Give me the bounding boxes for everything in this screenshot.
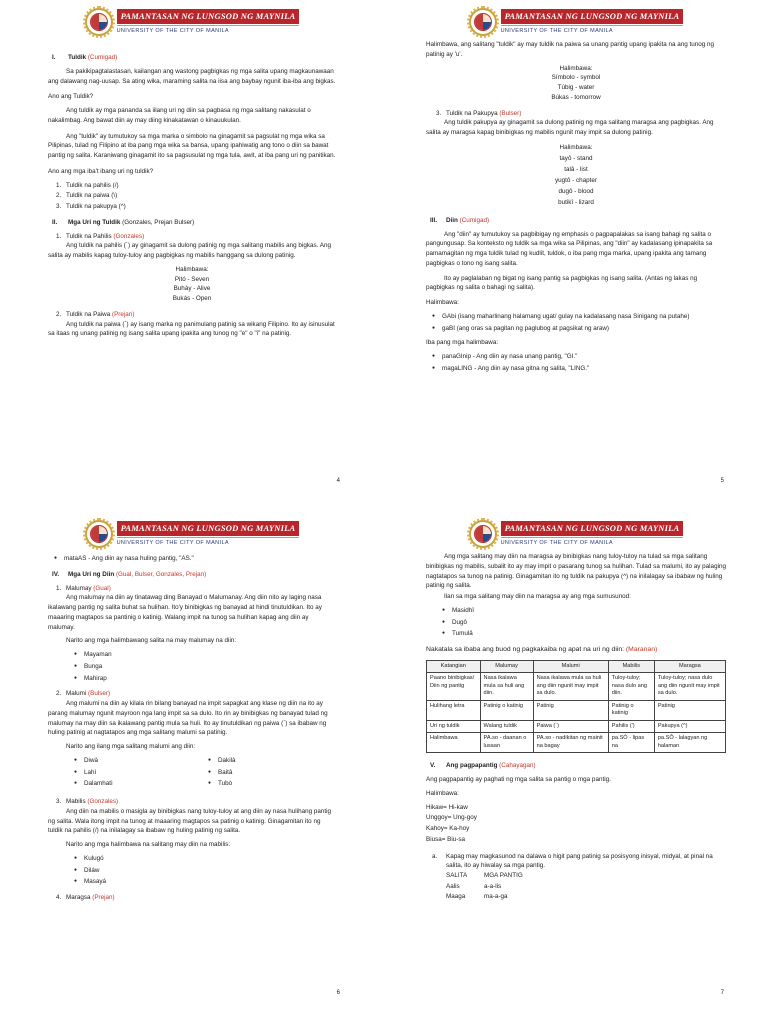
paragraph: Ang tuldik na paiwa (`) ay isang marka ng panimulang patinig sa wikang Filipino. Ito ay isinusulat sa itaas ng unang patinig ng isang salita upang ipakita ang tunog ng "e" o "i" na patinig. <box>48 320 335 338</box>
list-item: 1. Tuldik na pahilis (/) <box>56 181 119 189</box>
list-item: ● Baitâ <box>202 768 336 778</box>
paragraph: Halimbawa, ang salitang "tuldik" ay may tuldik na paiwa sa unang pantig upang ipakita na ang tunog ng patinig ay 'u'. <box>426 41 715 58</box>
paragraph: Ang "diin" ay tumutukoy sa pagbibigay ng emphasis o pagpapalakas sa isang bahagi ng salita o pangungusap. Sa konteksto ng tuldik sa mga wika sa Pilipinas, ang "diin" ay kadalasang ipinapakita sa pamamagitan ng mga tuldik tulad ng kudlit, tuldok, o iba pang mga marka, upang ipakita ang tamang pagbigkas o tono ng isang salita. <box>426 230 713 267</box>
subsection-title: 3. Tuldik na Pakupya (Bulser) <box>436 109 522 117</box>
paragraph: Ang malumay na diin ay tinatawag ding Banayad o Malumanay. Ang diin nito ay laging nasa ikalawang pantig ng salita buhat sa hulihan. Ito'y binibigkas ng banayad at hindi tinutuldikan. Ito ay maaaring magtapos sa pantinig o katinig. Walang impit na tunog sa hulihan kapag ang diin ay malumay. <box>48 594 322 631</box>
list-item: ● Lahì <box>68 768 202 778</box>
university-seal-icon <box>85 520 113 548</box>
section-heading: III. Diin (Cumigad) <box>430 216 490 224</box>
subsection-title: 4. Maragsa (Prejan) <box>56 894 115 901</box>
paragraph: Ang mga salitang may diin na maragsa ay binibigkas nang tuloy-tuloy na tulad sa mga salitang binibigkas ng mabilis, subalit ito ay may impit o pasarang tunog sa hulihan. Tulad sa malumi, ito ay palaging nagtatapos sa tunog na patinig. Ginagamitan ito ng tuldik na pakupya (^) na inilalagay sa ibabaw ng huling patinig ng salita. <box>426 553 726 590</box>
question: Ano ang mga iba't ibang uri ng tuldik? <box>48 167 154 175</box>
page-number: 7 <box>720 989 724 996</box>
paragraph: Ang malumi na diin ay kilala rin bilang banayad na impit sapagkat ang klase ng diin na ito ay parang malumay ngunit mayroon nga lang impit sa sa dulo. Ito rin ay binibigkas ng banayad tulad ng malumay na may diin sa ikalawang pantig mula sa huli. Ito ay tinutuldikan ng paiwa (`) sa ibabaw ng huling patinig at nagtatapos ang mga salitang malumi sa patinig. <box>48 700 328 737</box>
subitem-a: a. Kapag may magkasunod na dalawa o higit pang patinig sa posisyong inisyal, midyal, at pinal na salita, ito ay hiwalay sa mga pantig. <box>432 852 713 870</box>
bullet-list <box>426 312 726 334</box>
paragraph: Narito ang mga halimbawang salita na may malumay na diin: <box>66 637 237 645</box>
section-heading: II. Mga Uri ng Tuldik (Gonzales, Prejan Bulser) <box>52 218 195 226</box>
syllable-table: SALITA MGA PANTIG Aalis a-a-lis Maaga ma-a-ga <box>446 872 523 901</box>
syllable-examples: Hikaw= Hi-kaw Unggoy= Ung-goy Kahoy= Ka-hoy Biusa= Biu-sa <box>426 803 477 843</box>
table-row: Hulihang letra Patinig o katinig Patinig Patinig o katinig Patinig <box>427 700 726 720</box>
example-list <box>68 650 336 683</box>
list-item: ● panaGInip - Ang diin ay nasa unang pantig, "GI." <box>426 352 726 362</box>
table-header: Mabilis <box>608 660 654 673</box>
question: Ano ang Tuldik? <box>48 93 94 101</box>
label: Iba pang mga halimbawa: <box>426 339 499 347</box>
examples-block: Halimbawa: Símbolo - symbol Túbig - water Búkas - tomorrow <box>551 64 601 101</box>
section-heading: I. Tuldik (Cumigad) <box>52 54 118 61</box>
list-item: ● Bunga <box>68 662 336 672</box>
subsection-title: 3. Mabilis (Gonzales) <box>56 798 119 805</box>
page-number: 6 <box>336 989 340 996</box>
list-item: 3. Tuldik na pakupya (^) <box>56 203 126 210</box>
list-item: ● Dugô <box>436 618 726 628</box>
example-list <box>436 606 726 639</box>
school-name: PAMANTASAN NG LUNGSOD NG MAYNILA <box>117 9 300 24</box>
page-header: PAMANTASAN NG LUNGSOD NG MAYNILA UNIVERSITY OF THE CITY OF MANILA <box>0 520 384 548</box>
example-columns <box>68 756 336 791</box>
bullet-list <box>426 352 726 374</box>
subsection-title: Tuldik na Pahilis <box>66 232 112 240</box>
paragraph: Ilan sa mga salitang may diin na maragsa ay ang mga sumusunod: <box>444 593 631 600</box>
list-item: ● Mahirap <box>68 674 336 684</box>
paragraph: Narito ang mga halimbawa na salitang may diin na mabilis: <box>66 841 231 848</box>
list-item: ● gaBI (ang oras sa pagitan ng paglubog at pagsikat ng araw) <box>426 324 726 334</box>
table-row: Halimbawa PA.so - daanan o lusaan PA.so - nadikitan ng mainit na bagay pa.SÓ - lipas na pa.SÔ - lalagyan ng halaman <box>427 733 726 753</box>
list-item: ● Masayá <box>68 877 336 887</box>
list-item: ● Kulugó <box>68 854 336 864</box>
table-header: Malumay <box>480 660 533 673</box>
paragraph: Ang diin na mabilis o masigla ay binibigkas nang tuloy-tuloy at ang diin ay nasa hulihang pantig ng salita. Wala itong impit na tunog at maaaring magtapos sa patinig o katinig. Ginagamitan ito ng tuldik na pahilis (/) na inilalagay sa ibabaw ng huling patinig ng salita. <box>48 807 331 835</box>
page-header <box>0 8 384 36</box>
section-heading: V. Ang pagpapantig (Cahayagan) <box>430 762 536 770</box>
paragraph: Ito ay paglalaban ng bigat ng isang pantig sa pagbigkas ng isang salita. (Antas ng lakas ng pagbigkas ng salita o bahagi ng salita). <box>426 274 698 292</box>
table-header: Maragsa <box>654 660 725 673</box>
list-item: ● Mayaman <box>68 650 336 660</box>
university-seal-icon <box>469 520 497 548</box>
paragraph: Ang tuldik pakupya ay ginagamit sa dulong patinig ng mga salitang maragsa ang pagbigkas. Ang salita ay maragsa kapag binibigkas ng mabilis ngunit may impit sa dulong patinig. <box>426 119 714 136</box>
university-seal-icon <box>85 8 113 36</box>
table-row: Uri ng tuldik Walang tuldik Paiwa (`) Pahilis (') Pakupya (^) <box>427 720 726 733</box>
paragraph: Ang tuldik ay mga pananda sa iilang uri ng diin sa pagbasa ng mga salitang nakasulat o nakalimbag. Ang bawat diin ay may diing kinakatawan o kinauukulan. <box>48 107 311 124</box>
paragraph: Narito ang ilang mga salitang malumi ang diin: <box>66 743 196 750</box>
page-header: PAMANTASAN NG LUNGSOD NG MAYNILA UNIVERSITY OF THE CITY OF MANILA <box>384 520 768 548</box>
list-item: ● magaLING - Ang diin ay nasa gitna ng salita, "LING." <box>426 364 726 374</box>
label: Halimbawa: <box>426 299 459 307</box>
page-header: PAMANTASAN NG LUNGSOD NG MAYNILA UNIVERSITY OF THE CITY OF MANILA <box>384 8 768 36</box>
table-caption: Nakatala sa ibaba ang buod ng pagkakaiba ng apat na uri ng diin: (Maranan) <box>426 646 658 653</box>
list-item: ● Dakilà <box>202 756 336 766</box>
list-item: ● Tumulâ <box>436 629 726 639</box>
list-item: ● Tubò <box>202 779 336 789</box>
examples-block: Halimbawa: Pitó - Seven Buhày - Alive Bukás - Open <box>172 265 212 302</box>
subsection-title: 2. Malumi (Bulser) <box>56 690 111 698</box>
list-item: ● Masidhî <box>436 606 726 616</box>
table-row: Paano binibigkas/ Diin ng pantig Nasa ikalawa mula sa huli ang diin. Nasa ikalawa mula sa huli ang diin ngunit may impit sa dulo. Tuloy-tuloy; nasa dulo ang diin. Tuloy-tuloy; nasa dulo ang diin ngunit may impit sa dulo. <box>427 673 726 701</box>
page-4: PAMANTASAN NG LUNGSOD NG MAYNILA UNIVERSITY OF THE CITY OF MANILA I. Tuldik (Cumigad) Sa pakikipagtalastasan, kailangan ang wastong pagbigkas ng mga salita upang magkaunawaan ang dalawang nag-uusap. Sa ating wika, maraming salita na iisa ang baybay ngunit iba-iba ang bigkas. Ano ang Tuldik? Ang tuldik ay mga pananda sa iilang uri ng diin sa pagbasa ng mga salitang nakasulat o nakalimbag. Ang bawat diin ay may diing kinakatawan o kinauukulan. Ang "tuldik" ay tumutukoy sa mga marka o simbolo na ginagamit sa pagsulat ng mga wika sa Pilipinas, tulad ng Filipino at iba pang mga wika sa bansa, upang ipahiwatig ang tono o diin sa bawat pantig ng salita. Karaniwang ginagamit ito sa pagsusulat ng mga tula, awit, at iba pang uri ng panitikan. Ano ang mga iba't ibang uri ng tuldik? 1. Tuldik na pahilis (/) 2. Tuldik na paiwa (\) 3. Tuldik na pakupya (^) II. Mga Uri ng Tuldik (Gonzales, Prejan Bulser) 1. Tuldik na Pahilis (Gonzales) Ang tuldik na pahilis (´) ay ginagamit sa dulong patinig ng mga salitang mabilis ang bigkas. Ang salita ay mabilis kapag tuloy-tuloy ang pagbigkas ng mabilis hanggang sa dulong patinig. Halimbawa: Pitó - Seven Buhày - Alive Bukás - Open 2. Tuldik na Paiwa (Prejan) Ang tuldik na paiwa (`) ay isang marka ng panimulang patinig sa wikang Filipino. Ito ay isinusulat sa itaas ng unang patinig ng isang salita upang ipakita ang tunog ng "e" o "i" na patinig. 4 <box>0 0 384 512</box>
examples-block: Halimbawa: tayô - stand talâ - list yugtô - chapter dugô - blood butikî - lizard <box>554 143 597 206</box>
paragraph: Ang pagpapantig ay paghati ng mga salita sa pantig o mga pantig. <box>426 776 611 784</box>
school-subtitle: UNIVERSITY OF THE CITY OF MANILA <box>117 25 300 36</box>
page-7 <box>384 512 768 1024</box>
section-heading: IV. Mga Uri ng Diin (Gual, Bulser, Gonzales, Prejan) <box>52 570 207 578</box>
university-seal-icon <box>469 8 497 36</box>
subsection-title: Tuldik na Paiwa <box>66 310 111 318</box>
subsection-title: 1. Malumay (Gual) <box>56 584 111 592</box>
diin-summary-table <box>426 660 726 754</box>
bullet-list <box>48 554 336 564</box>
page-5 <box>384 0 768 512</box>
tuldik-types-list <box>56 181 336 212</box>
paragraph: Ang "tuldik" ay tumutukoy sa mga marka o simbolo na ginagamit sa pagsulat ng mga wika sa Pilipinas, tulad ng Filipino at iba pang mga wika sa bansa, upang ipahiwatig ang tono o diin sa bawat pantig ng salita. Karaniwang ginagamit ito sa pagsusulat ng mga tula, awit, at iba pang uri ng panitikan. <box>48 132 336 159</box>
list-item: ● mataAS - Ang diin ay nasa huling pantig, "AS." <box>48 554 336 564</box>
list-item: ● Dalamhatì <box>68 779 202 789</box>
label: Halimbawa: <box>426 789 459 797</box>
example-list <box>68 854 336 887</box>
page-6 <box>0 512 384 1024</box>
page-number: 5 <box>720 477 724 484</box>
list-item: 2. Tuldik na paiwa (\) <box>56 192 118 200</box>
list-item: ● Diláw <box>68 866 336 876</box>
table-header: Malumi <box>533 660 608 673</box>
list-item: ● GAbi (isang maharlinang halamang ugat/ gulay na kadalasang nasa Sinigang na putahe) <box>426 312 726 322</box>
list-item: ● Diwà <box>68 756 202 766</box>
page-number: 4 <box>336 477 340 484</box>
table-header: Katangian <box>427 660 481 673</box>
paragraph: Sa pakikipagtalastasan, kailangan ang wastong pagbigkas ng mga salita upang magkaunawaan ang dalawang nag-uusap. Sa ating wika, maraming salita na iisa ang baybay ngunit iba-iba ang bigkas. <box>48 67 336 85</box>
paragraph: Ang tuldik na pahilis (´) ay ginagamit sa dulong patinig ng mga salitang mabilis ang bigkas. Ang salita ay mabilis kapag tuloy-tuloy ang pagbigkas ng mabilis hanggang sa dulong patinig. <box>48 242 331 259</box>
